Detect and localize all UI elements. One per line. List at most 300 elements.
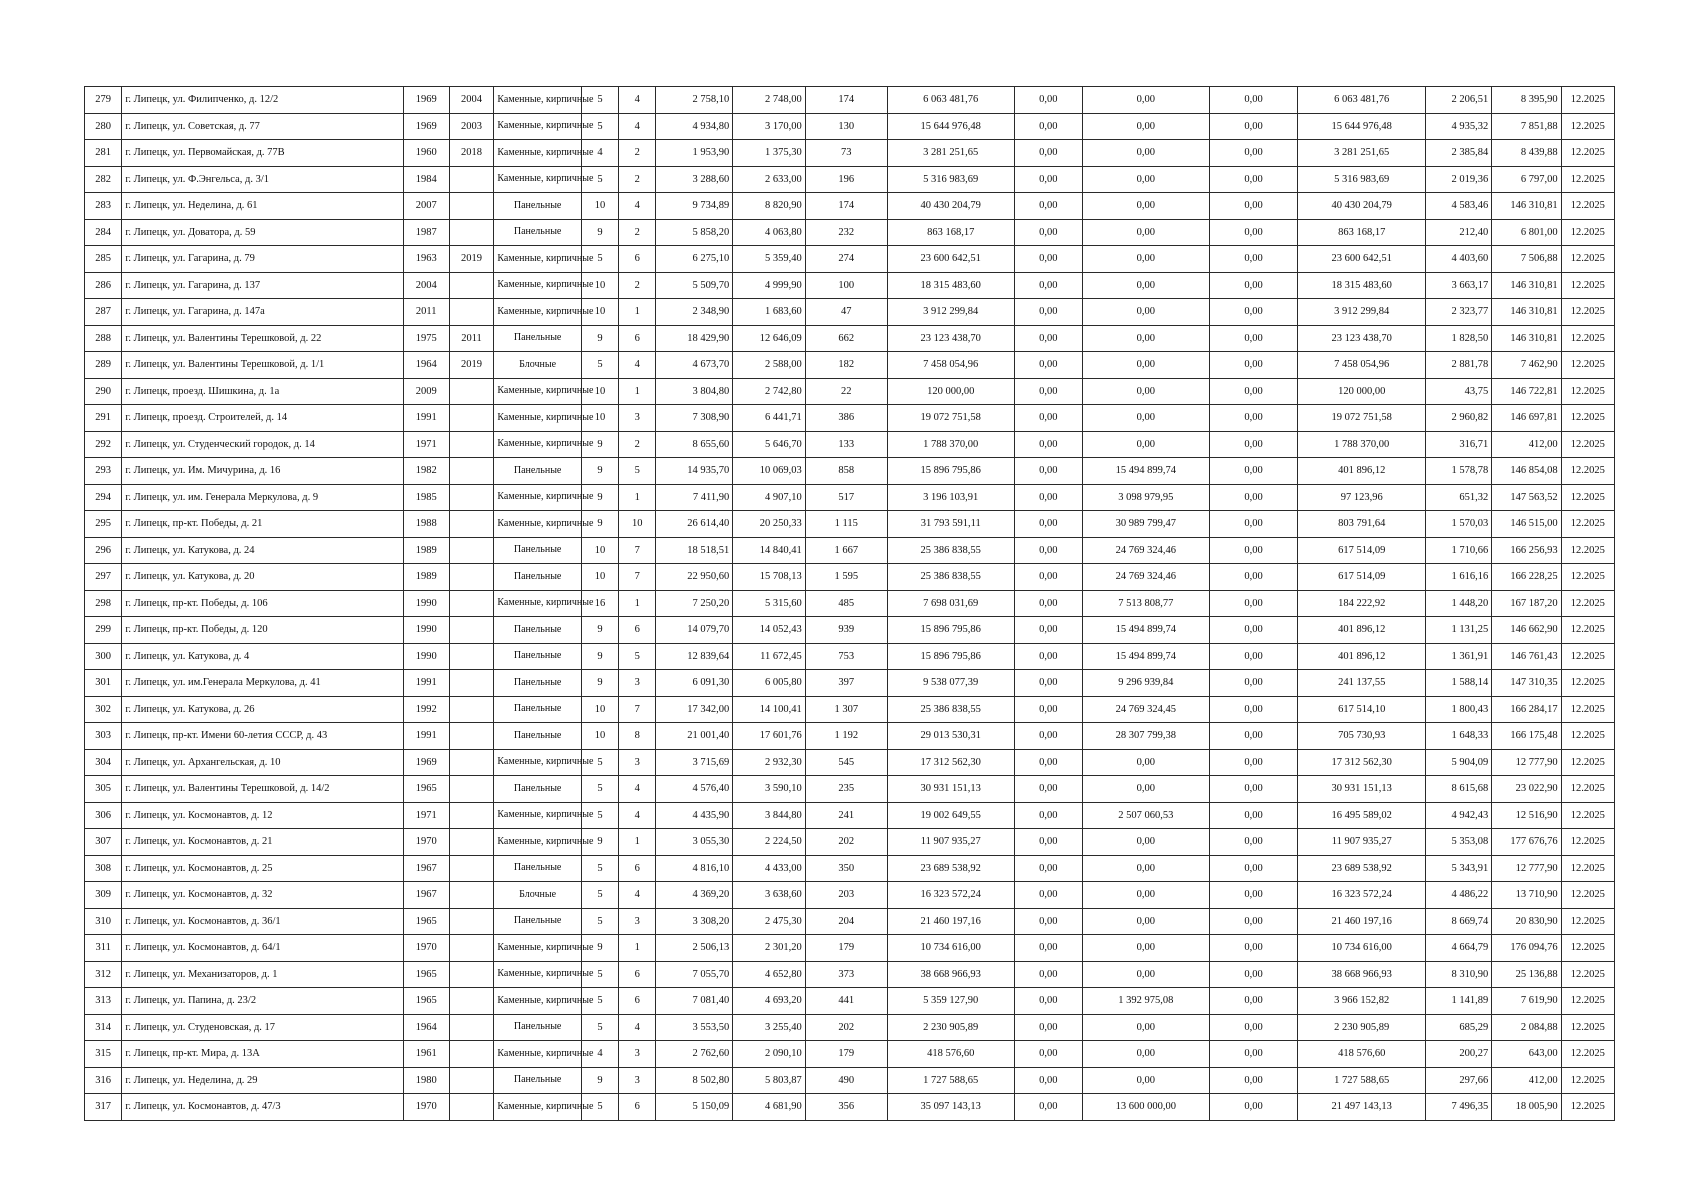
- cell-floors: 9: [581, 935, 618, 962]
- cell-entrances: 1: [619, 935, 656, 962]
- cell-cost-federal: 0,00: [1014, 272, 1082, 299]
- cell-cost-owners: 19 072 751,58: [1298, 405, 1426, 432]
- cell-total-cost: 35 097 143,13: [887, 1094, 1014, 1121]
- cell-total-cost: 25 386 838,55: [887, 537, 1014, 564]
- cell-deadline: 12.2025: [1561, 511, 1614, 538]
- cell-address: г. Липецк, ул. Космонавтов, д. 47/3: [122, 1094, 403, 1121]
- cell-overhaul-year: [449, 405, 494, 432]
- cell-floors: 5: [581, 776, 618, 803]
- cell-cost-regional: 0,00: [1082, 829, 1209, 856]
- cell-entrances: 8: [619, 723, 656, 750]
- cell-total-area: 22 950,60: [656, 564, 733, 591]
- cell-total-area: 3 553,50: [656, 1014, 733, 1041]
- cell-residents: 939: [805, 617, 887, 644]
- cell-row-number: 306: [85, 802, 122, 829]
- cell-row-number: 316: [85, 1067, 122, 1094]
- cell-max-unit-cost: 7 619,90: [1492, 988, 1561, 1015]
- cell-cost-federal: 0,00: [1014, 537, 1082, 564]
- cell-residents: 858: [805, 458, 887, 485]
- cell-cost-owners: 3 281 251,65: [1298, 140, 1426, 167]
- cell-cost-municipal: 0,00: [1209, 723, 1297, 750]
- cell-cost-municipal: 0,00: [1209, 776, 1297, 803]
- cell-total-cost: 17 312 562,30: [887, 749, 1014, 776]
- cell-cost-municipal: 0,00: [1209, 405, 1297, 432]
- cell-deadline: 12.2025: [1561, 405, 1614, 432]
- cell-cost-federal: 0,00: [1014, 352, 1082, 379]
- cell-cost-federal: 0,00: [1014, 325, 1082, 352]
- cell-unit-cost: 1 448,20: [1426, 590, 1492, 617]
- cell-unit-cost: 4 935,32: [1426, 113, 1492, 140]
- cell-cost-municipal: 0,00: [1209, 166, 1297, 193]
- cell-total-area: 26 614,40: [656, 511, 733, 538]
- cell-build-year: 1964: [403, 352, 449, 379]
- cell-cost-municipal: 0,00: [1209, 537, 1297, 564]
- cell-total-cost: 120 000,00: [887, 378, 1014, 405]
- cell-floors: 9: [581, 484, 618, 511]
- cell-living-area: 5 315,60: [733, 590, 806, 617]
- cell-cost-federal: 0,00: [1014, 1014, 1082, 1041]
- cell-max-unit-cost: 6 797,00: [1492, 166, 1561, 193]
- cell-floors: 10: [581, 299, 618, 326]
- cell-total-area: 6 275,10: [656, 246, 733, 273]
- cell-address: г. Липецк, ул. Валентины Терешковой, д. 22: [122, 325, 403, 352]
- cell-cost-owners: 617 514,09: [1298, 564, 1426, 591]
- cell-total-area: 1 953,90: [656, 140, 733, 167]
- cell-residents: 73: [805, 140, 887, 167]
- table-body: [85, 87, 1615, 1121]
- cell-cost-federal: 0,00: [1014, 166, 1082, 193]
- cell-deadline: 12.2025: [1561, 537, 1614, 564]
- cell-unit-cost: 1 578,78: [1426, 458, 1492, 485]
- cell-living-area: 2 748,00: [733, 87, 806, 114]
- cell-cost-municipal: 0,00: [1209, 140, 1297, 167]
- table-row: [85, 749, 1615, 776]
- cell-unit-cost: 4 664,79: [1426, 935, 1492, 962]
- table-row: [85, 988, 1615, 1015]
- cell-unit-cost: 4 403,60: [1426, 246, 1492, 273]
- cell-cost-owners: 2 230 905,89: [1298, 1014, 1426, 1041]
- cell-deadline: 12.2025: [1561, 1094, 1614, 1121]
- table-row: [85, 246, 1615, 273]
- cell-wall-material: Панельные: [494, 855, 581, 882]
- cell-cost-owners: 1 727 588,65: [1298, 1067, 1426, 1094]
- cell-wall-material: Каменные, кирпичные: [494, 166, 581, 193]
- cell-build-year: 1963: [403, 246, 449, 273]
- table-row: [85, 272, 1615, 299]
- cell-total-area: 3 055,30: [656, 829, 733, 856]
- cell-residents: 174: [805, 87, 887, 114]
- cell-floors: 5: [581, 1094, 618, 1121]
- cell-cost-municipal: 0,00: [1209, 1094, 1297, 1121]
- cell-deadline: 12.2025: [1561, 484, 1614, 511]
- cell-wall-material: Каменные, кирпичные: [494, 378, 581, 405]
- cell-deadline: 12.2025: [1561, 325, 1614, 352]
- cell-address: г. Липецк, ул. Валентины Терешковой, д. 1/1: [122, 352, 403, 379]
- cell-floors: 5: [581, 246, 618, 273]
- cell-unit-cost: 3 663,17: [1426, 272, 1492, 299]
- cell-row-number: 286: [85, 272, 122, 299]
- cell-build-year: 1985: [403, 484, 449, 511]
- cell-overhaul-year: [449, 537, 494, 564]
- cell-cost-owners: 418 576,60: [1298, 1041, 1426, 1068]
- cell-floors: 9: [581, 1067, 618, 1094]
- cell-total-cost: 21 460 197,16: [887, 908, 1014, 935]
- cell-address: г. Липецк, ул. Валентины Терешковой, д. 14/2: [122, 776, 403, 803]
- cell-overhaul-year: [449, 484, 494, 511]
- cell-cost-municipal: 0,00: [1209, 1041, 1297, 1068]
- cell-residents: 517: [805, 484, 887, 511]
- cell-cost-federal: 0,00: [1014, 855, 1082, 882]
- cell-overhaul-year: [449, 723, 494, 750]
- table-row: [85, 537, 1615, 564]
- cell-cost-municipal: 0,00: [1209, 670, 1297, 697]
- cell-row-number: 313: [85, 988, 122, 1015]
- cell-residents: 485: [805, 590, 887, 617]
- cell-cost-regional: 9 296 939,84: [1082, 670, 1209, 697]
- cell-floors: 10: [581, 696, 618, 723]
- cell-cost-regional: 0,00: [1082, 246, 1209, 273]
- cell-cost-municipal: 0,00: [1209, 299, 1297, 326]
- cell-living-area: 2 633,00: [733, 166, 806, 193]
- cell-overhaul-year: [449, 802, 494, 829]
- cell-deadline: 12.2025: [1561, 670, 1614, 697]
- cell-total-area: 3 288,60: [656, 166, 733, 193]
- cell-wall-material: Панельные: [494, 723, 581, 750]
- cell-row-number: 317: [85, 1094, 122, 1121]
- cell-row-number: 299: [85, 617, 122, 644]
- cell-build-year: 1964: [403, 1014, 449, 1041]
- cell-deadline: 12.2025: [1561, 193, 1614, 220]
- cell-unit-cost: 2 385,84: [1426, 140, 1492, 167]
- cell-cost-owners: 401 896,12: [1298, 458, 1426, 485]
- cell-address: г. Липецк, пр-кт. Победы, д. 21: [122, 511, 403, 538]
- table-row: [85, 458, 1615, 485]
- cell-max-unit-cost: 6 801,00: [1492, 219, 1561, 246]
- cell-floors: 5: [581, 802, 618, 829]
- cell-living-area: 1 683,60: [733, 299, 806, 326]
- cell-deadline: 12.2025: [1561, 458, 1614, 485]
- cell-cost-federal: 0,00: [1014, 643, 1082, 670]
- cell-cost-regional: 0,00: [1082, 908, 1209, 935]
- cell-floors: 9: [581, 431, 618, 458]
- cell-address: г. Липецк, ул. Гагарина, д. 79: [122, 246, 403, 273]
- cell-deadline: 12.2025: [1561, 1014, 1614, 1041]
- cell-build-year: 1971: [403, 431, 449, 458]
- cell-entrances: 2: [619, 166, 656, 193]
- cell-overhaul-year: [449, 193, 494, 220]
- cell-entrances: 1: [619, 299, 656, 326]
- cell-cost-federal: 0,00: [1014, 723, 1082, 750]
- cell-overhaul-year: 2018: [449, 140, 494, 167]
- cell-residents: 356: [805, 1094, 887, 1121]
- cell-deadline: 12.2025: [1561, 723, 1614, 750]
- cell-cost-owners: 7 458 054,96: [1298, 352, 1426, 379]
- cell-cost-owners: 617 514,10: [1298, 696, 1426, 723]
- cell-cost-owners: 617 514,09: [1298, 537, 1426, 564]
- table-row: [85, 670, 1615, 697]
- cell-build-year: 2009: [403, 378, 449, 405]
- cell-overhaul-year: [449, 882, 494, 909]
- cell-max-unit-cost: 18 005,90: [1492, 1094, 1561, 1121]
- cell-unit-cost: 1 800,43: [1426, 696, 1492, 723]
- cell-cost-owners: 23 123 438,70: [1298, 325, 1426, 352]
- cell-address: г. Липецк, ул. Первомайская, д. 77В: [122, 140, 403, 167]
- cell-total-area: 4 435,90: [656, 802, 733, 829]
- cell-total-area: 17 342,00: [656, 696, 733, 723]
- cell-unit-cost: 4 942,43: [1426, 802, 1492, 829]
- cell-floors: 5: [581, 908, 618, 935]
- cell-entrances: 4: [619, 1014, 656, 1041]
- cell-floors: 16: [581, 590, 618, 617]
- cell-deadline: 12.2025: [1561, 140, 1614, 167]
- table-row: [85, 617, 1615, 644]
- cell-floors: 9: [581, 219, 618, 246]
- cell-cost-owners: 18 315 483,60: [1298, 272, 1426, 299]
- cell-cost-federal: 0,00: [1014, 802, 1082, 829]
- cell-deadline: 12.2025: [1561, 776, 1614, 803]
- table-row: [85, 166, 1615, 193]
- cell-address: г. Липецк, ул. Неделина, д. 61: [122, 193, 403, 220]
- cell-total-cost: 23 689 538,92: [887, 855, 1014, 882]
- cell-row-number: 314: [85, 1014, 122, 1041]
- cell-unit-cost: 2 206,51: [1426, 87, 1492, 114]
- cell-address: г. Липецк, ул. Космонавтов, д. 12: [122, 802, 403, 829]
- cell-build-year: 1987: [403, 219, 449, 246]
- cell-wall-material: Панельные: [494, 670, 581, 697]
- cell-address: г. Липецк, ул. Папина, д. 23/2: [122, 988, 403, 1015]
- cell-max-unit-cost: 23 022,90: [1492, 776, 1561, 803]
- cell-address: г. Липецк, ул. Им. Мичурина, д. 16: [122, 458, 403, 485]
- cell-unit-cost: 685,29: [1426, 1014, 1492, 1041]
- cell-floors: 5: [581, 87, 618, 114]
- cell-total-area: 5 509,70: [656, 272, 733, 299]
- cell-total-cost: 15 896 795,86: [887, 458, 1014, 485]
- cell-wall-material: Каменные, кирпичные: [494, 405, 581, 432]
- cell-wall-material: Панельные: [494, 564, 581, 591]
- cell-wall-material: Каменные, кирпичные: [494, 1041, 581, 1068]
- cell-address: г. Липецк, ул. Космонавтов, д. 64/1: [122, 935, 403, 962]
- cell-wall-material: Каменные, кирпичные: [494, 802, 581, 829]
- cell-total-cost: 5 316 983,69: [887, 166, 1014, 193]
- cell-wall-material: Каменные, кирпичные: [494, 431, 581, 458]
- cell-floors: 10: [581, 564, 618, 591]
- cell-residents: 1 115: [805, 511, 887, 538]
- cell-deadline: 12.2025: [1561, 829, 1614, 856]
- cell-cost-municipal: 0,00: [1209, 617, 1297, 644]
- cell-wall-material: Каменные, кирпичные: [494, 113, 581, 140]
- cell-max-unit-cost: 8 439,88: [1492, 140, 1561, 167]
- cell-max-unit-cost: 146 761,43: [1492, 643, 1561, 670]
- table-row: [85, 776, 1615, 803]
- cell-total-area: 3 308,20: [656, 908, 733, 935]
- table-row: [85, 882, 1615, 909]
- cell-total-area: 7 411,90: [656, 484, 733, 511]
- cell-deadline: 12.2025: [1561, 802, 1614, 829]
- cell-total-cost: 25 386 838,55: [887, 696, 1014, 723]
- cell-row-number: 296: [85, 537, 122, 564]
- table-row: [85, 113, 1615, 140]
- cell-address: г. Липецк, ул. Филипченко, д. 12/2: [122, 87, 403, 114]
- cell-floors: 9: [581, 643, 618, 670]
- cell-max-unit-cost: 146 515,00: [1492, 511, 1561, 538]
- cell-living-area: 14 840,41: [733, 537, 806, 564]
- cell-cost-regional: 13 600 000,00: [1082, 1094, 1209, 1121]
- cell-unit-cost: 8 615,68: [1426, 776, 1492, 803]
- cell-unit-cost: 8 669,74: [1426, 908, 1492, 935]
- cell-entrances: 6: [619, 325, 656, 352]
- cell-cost-federal: 0,00: [1014, 564, 1082, 591]
- cell-cost-federal: 0,00: [1014, 484, 1082, 511]
- cell-total-area: 4 934,80: [656, 113, 733, 140]
- cell-residents: 753: [805, 643, 887, 670]
- table-row: [85, 1041, 1615, 1068]
- cell-entrances: 1: [619, 590, 656, 617]
- cell-total-cost: 7 698 031,69: [887, 590, 1014, 617]
- cell-cost-municipal: 0,00: [1209, 829, 1297, 856]
- cell-unit-cost: 1 570,03: [1426, 511, 1492, 538]
- cell-cost-regional: 15 494 899,74: [1082, 458, 1209, 485]
- cell-build-year: 1975: [403, 325, 449, 352]
- table-row: [85, 564, 1615, 591]
- cell-residents: 545: [805, 749, 887, 776]
- cell-entrances: 2: [619, 140, 656, 167]
- cell-cost-federal: 0,00: [1014, 113, 1082, 140]
- cell-cost-municipal: 0,00: [1209, 590, 1297, 617]
- cell-row-number: 290: [85, 378, 122, 405]
- cell-cost-federal: 0,00: [1014, 776, 1082, 803]
- cell-address: г. Липецк, ул. Космонавтов, д. 25: [122, 855, 403, 882]
- cell-entrances: 7: [619, 696, 656, 723]
- cell-row-number: 304: [85, 749, 122, 776]
- cell-cost-federal: 0,00: [1014, 511, 1082, 538]
- cell-floors: 10: [581, 193, 618, 220]
- cell-deadline: 12.2025: [1561, 855, 1614, 882]
- cell-cost-regional: 0,00: [1082, 325, 1209, 352]
- table-row: [85, 590, 1615, 617]
- table-row: [85, 908, 1615, 935]
- cell-max-unit-cost: 13 710,90: [1492, 882, 1561, 909]
- cell-cost-municipal: 0,00: [1209, 802, 1297, 829]
- cell-cost-owners: 120 000,00: [1298, 378, 1426, 405]
- cell-floors: 5: [581, 749, 618, 776]
- cell-total-area: 4 576,40: [656, 776, 733, 803]
- cell-entrances: 3: [619, 908, 656, 935]
- table-row: [85, 325, 1615, 352]
- cell-wall-material: Каменные, кирпичные: [494, 246, 581, 273]
- cell-entrances: 3: [619, 1041, 656, 1068]
- cell-cost-municipal: 0,00: [1209, 484, 1297, 511]
- cell-total-cost: 2 230 905,89: [887, 1014, 1014, 1041]
- cell-entrances: 2: [619, 272, 656, 299]
- cell-cost-regional: 0,00: [1082, 113, 1209, 140]
- cell-cost-regional: 0,00: [1082, 749, 1209, 776]
- table-row: [85, 643, 1615, 670]
- cell-residents: 274: [805, 246, 887, 273]
- cell-residents: 1 667: [805, 537, 887, 564]
- cell-cost-owners: 23 689 538,92: [1298, 855, 1426, 882]
- cell-deadline: 12.2025: [1561, 272, 1614, 299]
- cell-total-cost: 3 912 299,84: [887, 299, 1014, 326]
- cell-total-cost: 31 793 591,11: [887, 511, 1014, 538]
- cell-build-year: 1991: [403, 670, 449, 697]
- cell-living-area: 2 301,20: [733, 935, 806, 962]
- cell-wall-material: Каменные, кирпичные: [494, 87, 581, 114]
- cell-cost-federal: 0,00: [1014, 431, 1082, 458]
- cell-entrances: 6: [619, 617, 656, 644]
- cell-row-number: 310: [85, 908, 122, 935]
- cell-cost-municipal: 0,00: [1209, 325, 1297, 352]
- cell-cost-municipal: 0,00: [1209, 352, 1297, 379]
- cell-deadline: 12.2025: [1561, 431, 1614, 458]
- cell-entrances: 4: [619, 113, 656, 140]
- cell-unit-cost: 1 828,50: [1426, 325, 1492, 352]
- cell-wall-material: Каменные, кирпичные: [494, 511, 581, 538]
- cell-unit-cost: 2 881,78: [1426, 352, 1492, 379]
- cell-overhaul-year: [449, 1094, 494, 1121]
- cell-overhaul-year: [449, 590, 494, 617]
- cell-overhaul-year: [449, 564, 494, 591]
- cell-living-area: 12 646,09: [733, 325, 806, 352]
- cell-cost-regional: 0,00: [1082, 1067, 1209, 1094]
- cell-address: г. Липецк, ул. Ф.Энгельса, д. 3/1: [122, 166, 403, 193]
- cell-row-number: 287: [85, 299, 122, 326]
- cell-address: г. Липецк, ул. Гагарина, д. 147а: [122, 299, 403, 326]
- cell-overhaul-year: [449, 829, 494, 856]
- cell-total-area: 14 079,70: [656, 617, 733, 644]
- cell-overhaul-year: [449, 219, 494, 246]
- cell-cost-municipal: 0,00: [1209, 511, 1297, 538]
- cell-build-year: 1991: [403, 723, 449, 750]
- cell-deadline: 12.2025: [1561, 352, 1614, 379]
- cell-entrances: 7: [619, 537, 656, 564]
- table-row: [85, 1094, 1615, 1121]
- cell-max-unit-cost: 20 830,90: [1492, 908, 1561, 935]
- table-row: [85, 405, 1615, 432]
- cell-residents: 1 595: [805, 564, 887, 591]
- cell-cost-federal: 0,00: [1014, 882, 1082, 909]
- cell-cost-federal: 0,00: [1014, 193, 1082, 220]
- cell-deadline: 12.2025: [1561, 617, 1614, 644]
- cell-deadline: 12.2025: [1561, 696, 1614, 723]
- cell-cost-municipal: 0,00: [1209, 855, 1297, 882]
- cell-entrances: 6: [619, 1094, 656, 1121]
- cell-overhaul-year: [449, 1014, 494, 1041]
- table-row: [85, 935, 1615, 962]
- cell-entrances: 4: [619, 802, 656, 829]
- cell-cost-municipal: 0,00: [1209, 219, 1297, 246]
- cell-residents: 235: [805, 776, 887, 803]
- cell-total-area: 7 250,20: [656, 590, 733, 617]
- cell-deadline: 12.2025: [1561, 590, 1614, 617]
- cell-max-unit-cost: 167 187,20: [1492, 590, 1561, 617]
- cell-residents: 1 192: [805, 723, 887, 750]
- cell-total-cost: 9 538 077,39: [887, 670, 1014, 697]
- cell-max-unit-cost: 643,00: [1492, 1041, 1561, 1068]
- table-row: [85, 723, 1615, 750]
- cell-cost-federal: 0,00: [1014, 829, 1082, 856]
- cell-deadline: 12.2025: [1561, 299, 1614, 326]
- cell-wall-material: Каменные, кирпичные: [494, 988, 581, 1015]
- cell-deadline: 12.2025: [1561, 219, 1614, 246]
- cell-cost-municipal: 0,00: [1209, 193, 1297, 220]
- cell-residents: 241: [805, 802, 887, 829]
- cell-wall-material: Панельные: [494, 219, 581, 246]
- cell-wall-material: Каменные, кирпичные: [494, 961, 581, 988]
- cell-row-number: 300: [85, 643, 122, 670]
- cell-entrances: 2: [619, 431, 656, 458]
- cell-address: г. Липецк, пр-кт. Победы, д. 106: [122, 590, 403, 617]
- cell-wall-material: Каменные, кирпичные: [494, 935, 581, 962]
